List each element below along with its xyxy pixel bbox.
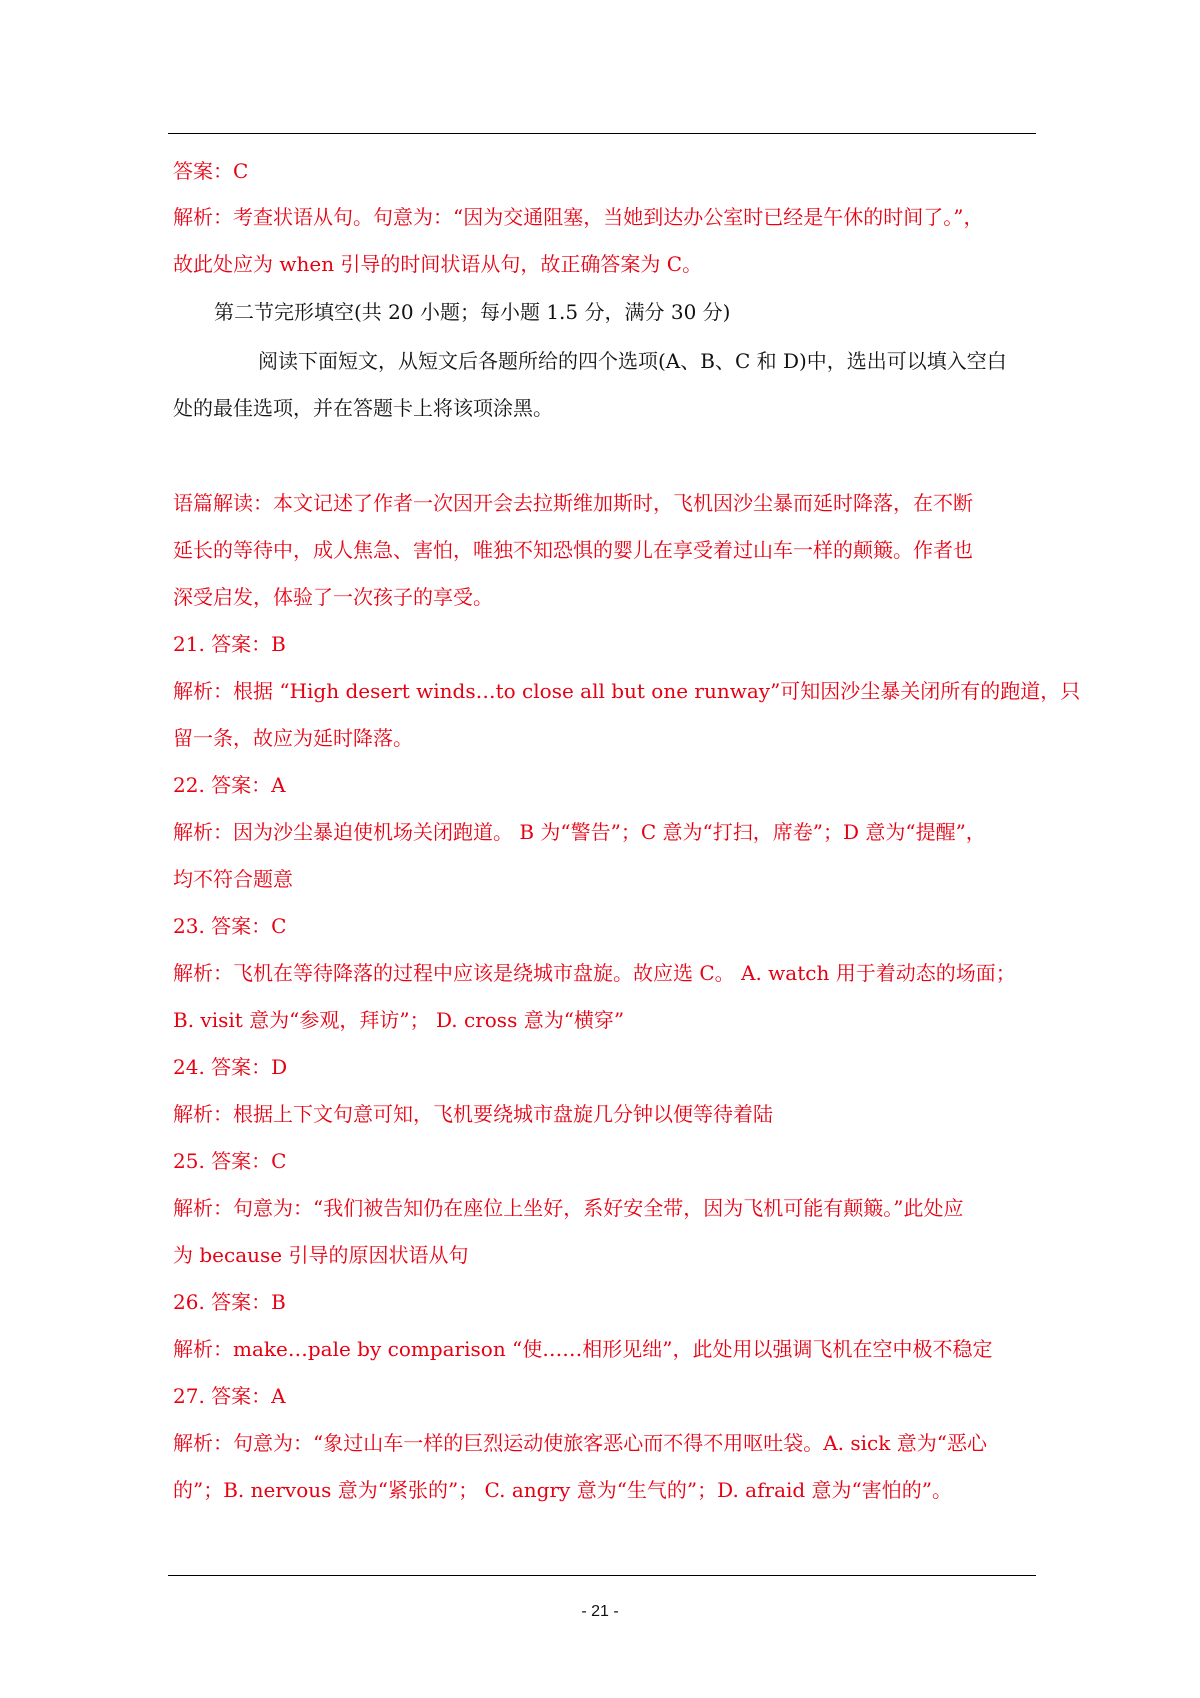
explanation-line: 解析：根据 “High desert winds…to close all but one runway”可知因沙尘暴关闭所有的跑道，只 [173, 679, 1081, 703]
explanation-line: B. visit 意为“参观，拜访”； D. cross 意为“横穿” [173, 1008, 625, 1032]
explanation-line: 解析：根据上下文句意可知，飞机要绕城市盘旋几分钟以便等待着陆 [173, 1102, 773, 1126]
explanation-line: 解析：句意为：“象过山车一样的巨烈运动使旅客恶心而不得不用呕吐袋。A. sick 意为“恶心 [173, 1431, 987, 1455]
passage-summary-line: 语篇解读：本文记述了作者一次因开会去拉斯维加斯时，飞机因沙尘暴而延时降落，在不断 [173, 491, 973, 515]
explanation-line: 故此处应为 when 引导的时间状语从句，故正确答案为 C。 [173, 252, 703, 276]
page-number: - 21 - [581, 1603, 619, 1620]
section-heading: 第二节完形填空(共 20 小题；每小题 1.5 分，满分 30 分) [214, 300, 731, 324]
explanation-line: 留一条，故应为延时降落。 [173, 726, 413, 750]
explanation-line: 解析：因为沙尘暴迫使机场关闭跑道。 B 为“警告”；C 意为“打扫，席卷”；D 意为“提醒”， [173, 820, 986, 844]
explanation-line: 解析：考查状语从句。句意为：“因为交通阻塞，当她到达办公室时已经是午休的时间了。”， [173, 205, 984, 229]
answer-line: 25. 答案：C [173, 1149, 287, 1173]
passage-summary-line: 延长的等待中，成人焦急、害怕，唯独不知恐惧的婴儿在享受着过山车一样的颠簸。作者也 [173, 538, 973, 562]
header-rule [168, 133, 1036, 134]
answer-line: 21. 答案：B [173, 632, 286, 656]
explanation-line: 解析：飞机在等待降落的过程中应该是绕城市盘旋。故应选 C。 A. watch 用于着动态的场面； [173, 961, 1016, 985]
explanation-line: 解析：句意为：“我们被告知仍在座位上坐好，系好安全带，因为飞机可能有颠簸。”此处应 [173, 1196, 964, 1220]
explanation-line: 为 because 引导的原因状语从句 [173, 1243, 469, 1267]
passage-summary-line: 深受启发，体验了一次孩子的享受。 [173, 585, 493, 609]
footer-rule [168, 1575, 1036, 1576]
answer-line: 24. 答案：D [173, 1055, 288, 1079]
explanation-line: 的”；B. nervous 意为“紧张的”； C. angry 意为“生气的”；D. afraid 意为“害怕的”。 [173, 1478, 952, 1502]
explanation-line: 均不符合题意 [173, 867, 293, 891]
answer-line: 23. 答案：C [173, 914, 287, 938]
explanation-line: 解析：make…pale by comparison “使……相形见绌”，此处用以强调飞机在空中极不稳定 [173, 1337, 993, 1361]
instruction-line: 阅读下面短文，从短文后各题所给的四个选项(A、B、C 和 D)中，选出可以填入空白 [258, 349, 1007, 373]
instruction-line: 处的最佳选项，并在答题卡上将该项涂黑。 [173, 396, 553, 420]
answer-line: 答案：C [173, 159, 249, 183]
answer-line: 22. 答案：A [173, 773, 286, 797]
answer-line: 26. 答案：B [173, 1290, 286, 1314]
answer-line: 27. 答案：A [173, 1384, 286, 1408]
